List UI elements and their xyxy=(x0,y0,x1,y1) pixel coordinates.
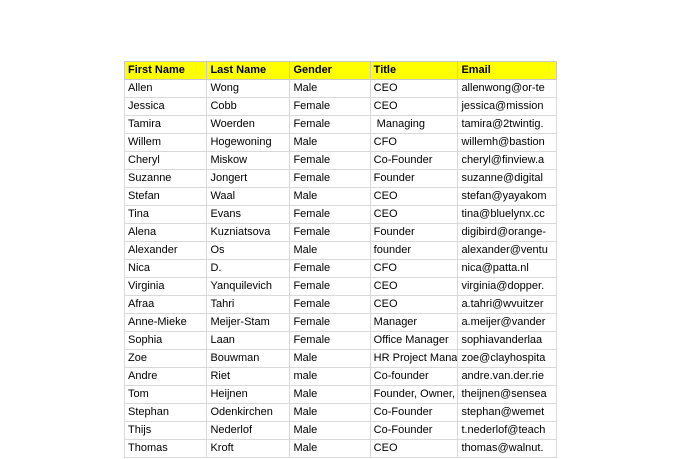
cell-gender[interactable]: Male xyxy=(290,422,370,440)
table-row xyxy=(125,242,557,260)
cell-last-name[interactable]: Kuzniatsova xyxy=(207,224,290,242)
cell-last-name[interactable]: Miskow xyxy=(207,152,290,170)
cell-first-name[interactable]: Cheryl xyxy=(125,152,207,170)
cell-last-name[interactable]: Cobb xyxy=(207,98,290,116)
cell-title[interactable]: CEO xyxy=(370,80,458,98)
cell-first-name[interactable]: Afraa xyxy=(125,296,207,314)
cell-last-name[interactable]: Riet xyxy=(207,368,290,386)
cell-first-name[interactable]: Anne-Mieke xyxy=(125,314,207,332)
cell-last-name[interactable]: Jongert xyxy=(207,170,290,188)
cell-gender[interactable]: Female xyxy=(290,116,370,134)
cell-last-name[interactable]: Laan xyxy=(207,332,290,350)
cell-title[interactable]: CEO xyxy=(370,206,458,224)
cell-title[interactable]: CEO xyxy=(370,278,458,296)
cell-last-name[interactable]: D. xyxy=(207,260,290,278)
cell-title[interactable]: Co-founder xyxy=(370,368,458,386)
cell-gender[interactable]: Male xyxy=(290,404,370,422)
cell-first-name[interactable]: Willem xyxy=(125,134,207,152)
cell-last-name[interactable]: Yanquilevich xyxy=(207,278,290,296)
table-row xyxy=(125,98,557,116)
cell-first-name[interactable]: Nica xyxy=(125,260,207,278)
cell-last-name[interactable]: Wong xyxy=(207,80,290,98)
table-row xyxy=(125,260,557,278)
cell-gender[interactable]: Female xyxy=(290,224,370,242)
cell-gender[interactable]: Female xyxy=(290,152,370,170)
table-row xyxy=(125,314,557,332)
cell-email[interactable]: digibird@orange- xyxy=(458,224,557,242)
cell-last-name[interactable]: Woerden xyxy=(207,116,290,134)
cell-first-name[interactable]: Alena xyxy=(125,224,207,242)
cell-title[interactable]: Co-Founder xyxy=(370,152,458,170)
cell-gender[interactable]: Female xyxy=(290,98,370,116)
cell-last-name[interactable]: Os xyxy=(207,242,290,260)
cell-title[interactable]: CFO xyxy=(370,134,458,152)
column-header-title[interactable]: Title xyxy=(370,62,458,80)
cell-title[interactable]: Office Manager xyxy=(370,332,458,350)
cell-last-name[interactable]: Odenkirchen xyxy=(207,404,290,422)
cell-first-name[interactable]: Stefan xyxy=(125,188,207,206)
cell-first-name[interactable]: Alexander xyxy=(125,242,207,260)
cell-first-name[interactable]: Sophia xyxy=(125,332,207,350)
cell-gender[interactable]: Male xyxy=(290,242,370,260)
cell-email[interactable]: nica@patta.nl xyxy=(458,260,557,278)
header-row xyxy=(125,62,557,80)
table-row xyxy=(125,224,557,242)
cell-email[interactable]: thomas@walnut. xyxy=(458,440,557,458)
cell-title[interactable]: HR Project Mana xyxy=(370,350,458,368)
cell-gender[interactable]: Female xyxy=(290,260,370,278)
cell-email[interactable]: allenwong@or-te xyxy=(458,80,557,98)
table-row xyxy=(125,188,557,206)
table-row xyxy=(125,278,557,296)
cell-first-name[interactable]: Allen xyxy=(125,80,207,98)
table-body xyxy=(125,80,557,458)
cell-last-name[interactable]: Waal xyxy=(207,188,290,206)
cell-first-name[interactable]: Zoe xyxy=(125,350,207,368)
cell-email[interactable]: stefan@yayakom xyxy=(458,188,557,206)
cell-last-name[interactable]: Nederlof xyxy=(207,422,290,440)
cell-last-name[interactable]: Evans xyxy=(207,206,290,224)
cell-first-name[interactable]: Suzanne xyxy=(125,170,207,188)
cell-title[interactable]: Founder, Owner, xyxy=(370,386,458,404)
cell-last-name[interactable]: Bouwman xyxy=(207,350,290,368)
cell-email[interactable]: willemh@bastion xyxy=(458,134,557,152)
cell-email[interactable]: andre.van.der.rie xyxy=(458,368,557,386)
column-header-last-name[interactable]: Last Name xyxy=(207,62,290,80)
cell-title[interactable]: Co-Founder xyxy=(370,404,458,422)
cell-first-name[interactable]: Andre xyxy=(125,368,207,386)
cell-first-name[interactable]: Thijs xyxy=(125,422,207,440)
cell-last-name[interactable]: Meijer-Stam xyxy=(207,314,290,332)
table-row xyxy=(125,440,557,458)
cell-title[interactable]: Founder xyxy=(370,224,458,242)
cell-last-name[interactable]: Tahri xyxy=(207,296,290,314)
cell-last-name[interactable]: Heijnen xyxy=(207,386,290,404)
cell-first-name[interactable]: Virginia xyxy=(125,278,207,296)
cell-first-name[interactable]: Tina xyxy=(125,206,207,224)
cell-gender[interactable]: Female xyxy=(290,170,370,188)
table-row xyxy=(125,206,557,224)
table-row xyxy=(125,134,557,152)
cell-title[interactable]: Founder xyxy=(370,170,458,188)
cell-first-name[interactable]: Tom xyxy=(125,386,207,404)
cell-first-name[interactable]: Jessica xyxy=(125,98,207,116)
table-row xyxy=(125,368,557,386)
cell-email[interactable]: zoe@clayhospita xyxy=(458,350,557,368)
cell-email[interactable]: virginia@dopper. xyxy=(458,278,557,296)
contacts-table xyxy=(124,61,557,458)
cell-first-name[interactable]: Stephan xyxy=(125,404,207,422)
table-row xyxy=(125,332,557,350)
cell-title[interactable]: Managing xyxy=(370,116,458,134)
cell-email[interactable]: cheryl@finview.a xyxy=(458,152,557,170)
cell-gender[interactable]: Male xyxy=(290,134,370,152)
table-row xyxy=(125,422,557,440)
column-header-email[interactable]: Email xyxy=(458,62,557,80)
column-header-first-name[interactable]: First Name xyxy=(125,62,207,80)
cell-email[interactable]: theijnen@sensea xyxy=(458,386,557,404)
cell-email[interactable]: jessica@mission xyxy=(458,98,557,116)
cell-gender[interactable]: Female xyxy=(290,206,370,224)
cell-email[interactable]: sophiavanderlaa xyxy=(458,332,557,350)
cell-title[interactable]: Co-Founder xyxy=(370,422,458,440)
cell-gender[interactable]: Male xyxy=(290,350,370,368)
table-row xyxy=(125,350,557,368)
cell-gender[interactable]: Male xyxy=(290,188,370,206)
cell-title[interactable]: CEO xyxy=(370,296,458,314)
cell-email[interactable]: alexander@ventu xyxy=(458,242,557,260)
cell-last-name[interactable]: Kroft xyxy=(207,440,290,458)
cell-gender[interactable]: Male xyxy=(290,440,370,458)
cell-gender[interactable]: Female xyxy=(290,332,370,350)
table-row xyxy=(125,170,557,188)
table-row xyxy=(125,80,557,98)
cell-title[interactable]: CEO xyxy=(370,98,458,116)
cell-email[interactable]: suzanne@digital xyxy=(458,170,557,188)
table-row xyxy=(125,152,557,170)
table-row xyxy=(125,404,557,422)
cell-email[interactable]: tamira@2twintig. xyxy=(458,116,557,134)
spreadsheet xyxy=(124,61,557,459)
cell-title[interactable]: Manager xyxy=(370,314,458,332)
cell-gender[interactable]: Female xyxy=(290,296,370,314)
cell-title[interactable]: CEO xyxy=(370,440,458,458)
cell-email[interactable]: tina@bluelynx.cc xyxy=(458,206,557,224)
cell-last-name[interactable]: Hogewoning xyxy=(207,134,290,152)
cell-title[interactable]: CEO xyxy=(370,188,458,206)
cell-title[interactable]: CFO xyxy=(370,260,458,278)
cell-gender[interactable]: male xyxy=(290,368,370,386)
cell-email[interactable]: stephan@wemet xyxy=(458,404,557,422)
table-row xyxy=(125,296,557,314)
table-row xyxy=(125,116,557,134)
cell-first-name[interactable]: Thomas xyxy=(125,440,207,458)
cell-title[interactable]: founder xyxy=(370,242,458,260)
cell-email[interactable]: t.nederlof@teach xyxy=(458,422,557,440)
cell-email[interactable]: a.meijer@vander xyxy=(458,314,557,332)
column-header-gender[interactable]: Gender xyxy=(290,62,370,80)
cell-email[interactable]: a.tahri@wvuitzer xyxy=(458,296,557,314)
cell-first-name[interactable]: Tamira xyxy=(125,116,207,134)
cell-gender[interactable]: Male xyxy=(290,80,370,98)
table-row xyxy=(125,386,557,404)
cell-gender[interactable]: Female xyxy=(290,278,370,296)
cell-gender[interactable]: Female xyxy=(290,314,370,332)
cell-gender[interactable]: Male xyxy=(290,386,370,404)
